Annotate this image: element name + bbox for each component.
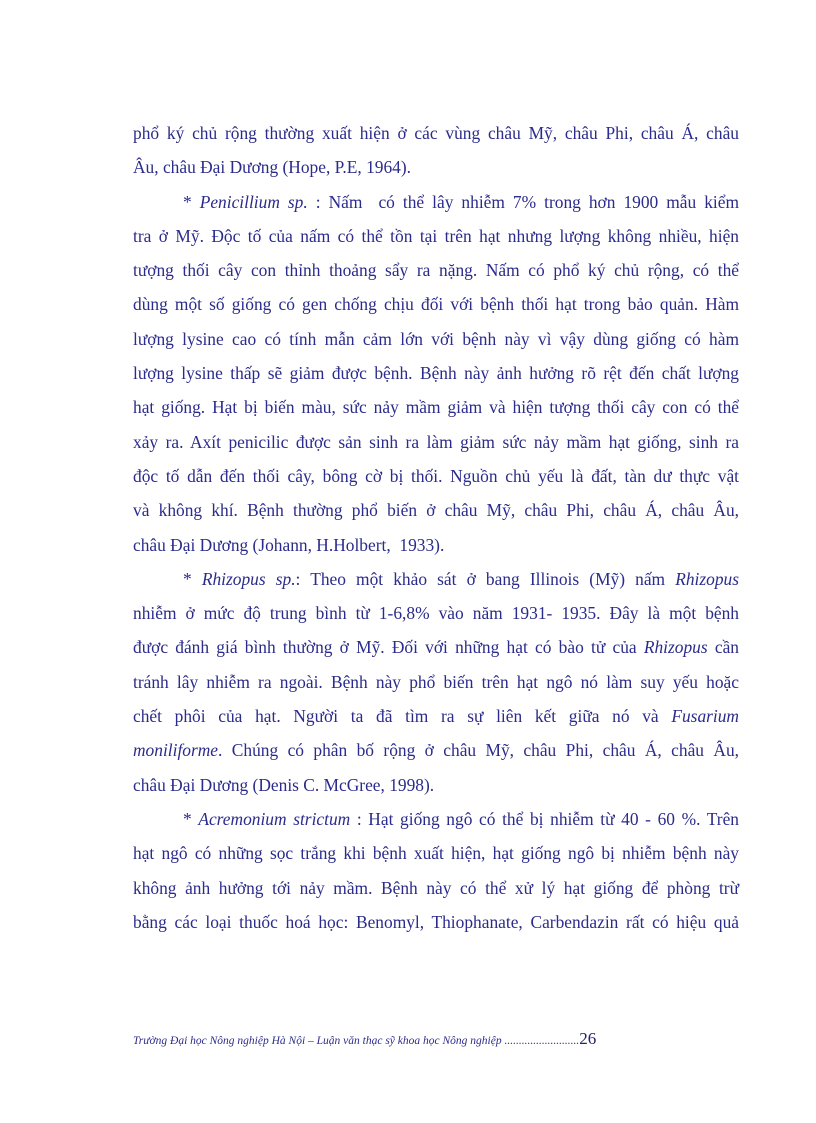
text-run: : Nấm có thể lây nhiễm 7% trong hơn 1900 mẫu kiểm — [307, 191, 739, 212]
text-line — [133, 528, 739, 562]
italic-text-run: Rhizopus — [643, 637, 708, 658]
text-line — [133, 596, 739, 630]
text-line — [133, 562, 739, 596]
text-line — [133, 802, 739, 836]
italic-text-run: Acremonium strictum — [198, 808, 351, 829]
text-run: tượng thối cây con thỉnh thoảng sẩy ra nặng. Nấm có phổ ký chủ rộng, có thể — [133, 260, 739, 281]
page-number: 26 — [579, 1029, 597, 1048]
text-run: chết phôi của hạt. Người ta đã tìm ra sự liên kết giữa nó và — [133, 706, 672, 727]
text-line — [133, 871, 739, 905]
text-run: phổ ký chủ rộng thường xuất hiện ở các vùng châu Mỹ, châu Phi, châu Á, châu — [133, 123, 739, 143]
italic-text-run: Rhizopus sp. — [201, 568, 296, 589]
italic-text-run: moniliforme — [133, 740, 219, 761]
text-line — [133, 287, 739, 321]
page-footer — [133, 1029, 693, 1049]
text-run: tránh lây nhiễm ra ngoài. Bệnh này phổ biến trên hạt ngô nó làm suy yếu hoặc — [133, 671, 739, 692]
text-line — [133, 630, 739, 664]
footer-text: Trường Đại học Nông nghiệp Hà Nội – Luận văn thạc sỹ khoa học Nông nghiệp .......................... — [133, 1035, 580, 1047]
text-run: cần — [707, 637, 740, 658]
text-run: lượng lysine thấp sẽ giảm được bệnh. Bệnh này ảnh hưởng rõ rệt đến chất lượng — [133, 363, 739, 384]
text-run: tra ở Mỹ. Độc tố của nấm có thể tồn tại trên hạt nhưng lượng không nhiều, hiện — [133, 225, 739, 246]
text-run: dùng một số giống có gen chống chịu đối với bệnh thối hạt trong bảo quản. Hàm — [133, 294, 739, 315]
text-run: châu Đại Dương (Johann, H.Holbert, 1933). — [133, 534, 445, 555]
italic-text-run: Rhizopus — [675, 568, 739, 589]
text-run: không ảnh hưởng tới nảy mầm. Bệnh này có thể xử lý hạt giống để phòng trừ — [133, 877, 739, 898]
text-line — [133, 905, 739, 939]
text-run: hạt ngô có những sọc trắng khi bệnh xuất hiện, hạt giống ngô bị nhiễm bệnh này — [133, 843, 739, 864]
text-run: * — [183, 191, 200, 212]
text-run: : Hạt giống ngô có thể bị nhiễm từ 40 - 60 %. Trên — [350, 808, 739, 829]
text-line — [133, 356, 739, 390]
text-line — [133, 116, 739, 150]
text-line — [133, 699, 739, 733]
text-run: được đánh giá bình thường ở Mỹ. Đối với những hạt có bào tử của — [133, 637, 644, 658]
text-run: * — [183, 568, 202, 589]
text-line — [133, 253, 739, 287]
text-line — [133, 219, 739, 253]
text-run: hạt giống. Hạt bị biến màu, sức nảy mầm giảm và hiện tượng thối cây con có thể — [133, 397, 739, 418]
text-line — [133, 390, 739, 424]
italic-text-run: Fusarium — [671, 706, 739, 727]
text-line — [133, 322, 739, 356]
text-line — [133, 185, 739, 219]
text-line — [133, 768, 739, 802]
text-line — [133, 150, 739, 184]
text-line — [133, 425, 739, 459]
text-run: Âu, châu Đại Dương (Hope, P.E, 1964). — [133, 157, 411, 178]
text-line — [133, 665, 739, 699]
text-line — [133, 836, 739, 870]
text-run: nhiễm ở mức độ trung bình từ 1-6,8% vào năm 1931- 1935. Đây là một bệnh — [133, 603, 739, 624]
text-run: lượng lysine cao có tính mẫn cảm lớn với bệnh này vì vậy dùng giống có hàm — [133, 328, 739, 349]
text-run: và không khí. Bệnh thường phổ biến ở châu Mỹ, châu Phi, châu Á, châu Âu, — [133, 500, 739, 521]
italic-text-run: Penicillium sp. — [199, 191, 308, 212]
text-line — [133, 733, 739, 767]
text-run: bằng các loại thuốc hoá học: Benomyl, Thiophanate, Carbendazin rất có hiệu quả — [133, 911, 739, 932]
text-run: : Theo một khảo sát ở bang Illinois (Mỹ) nấm — [295, 568, 676, 589]
text-run: châu Đại Dương (Denis C. McGree, 1998). — [133, 774, 435, 795]
text-run: . Chúng có phân bố rộng ở châu Mỹ, châu Phi, châu Á, châu Âu, — [218, 740, 739, 761]
body-text — [133, 116, 739, 939]
text-run: * — [183, 808, 199, 829]
text-run: độc tố dẫn đến thối cây, bông cờ bị thối. Nguồn chủ yếu là đất, tàn dư thực vật — [133, 465, 739, 486]
text-line — [133, 459, 739, 493]
text-run: xảy ra. Axít penicilic được sản sinh ra làm giảm sức nảy mầm hạt giống, sinh ra — [133, 431, 739, 452]
text-line — [133, 493, 739, 527]
